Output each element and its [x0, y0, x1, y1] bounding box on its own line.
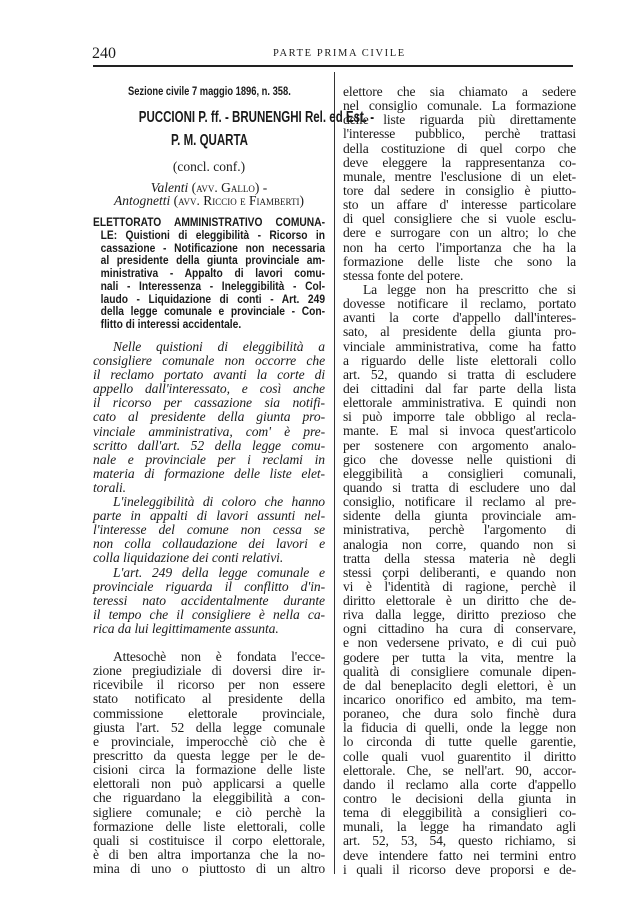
body-line: stessa fonte del potere. [343, 267, 464, 283]
body-line: quali si costituisce il corpo elettorale, [93, 832, 325, 848]
body-line: vi è l'identità di ragione, perchè il [343, 578, 576, 594]
body-line: art. 52, 53, 54, questo richiamo, si [343, 833, 576, 849]
maxims [93, 340, 325, 636]
body-line: La legge non ha prescritto che si [363, 281, 576, 297]
body-line: per sostenere con argomento analo- [343, 437, 576, 453]
body-line: avanti la corte d'appello dall'interes- [343, 310, 576, 326]
headnote-line: della legge comunale e provinciale - Con- [100, 304, 326, 319]
maxim-line: materia di formazione delle liste elet- [93, 465, 325, 481]
body-line: giusta l'art. 52 della legge comunale [93, 719, 325, 735]
headnote-line: ministrativa - Appalto di lavori comu- [100, 266, 326, 280]
body-line: sigliere comunale; e ciò perchè la [93, 804, 325, 820]
body-line: sato, al presidente della giunta pro- [343, 324, 576, 340]
maxim-line: Nelle quistioni di eleggibilità a [113, 339, 325, 354]
maxim-line: il ricorso per cassazione sia notifi- [93, 395, 325, 411]
body-line: dovesse notificare il reclamo, portato [343, 296, 576, 312]
body-line: colle quali vuol guarentito il diritto [343, 748, 576, 764]
body-line: elettore che sia chiamato a sedere [343, 84, 576, 99]
body-line: dei cittadini dal far parte della lista [343, 380, 576, 396]
body-line: che riguardano la eleggibilità a con- [93, 790, 325, 806]
judges-line-1 [93, 109, 375, 127]
body-line: contro le decisioni della giunta in [343, 791, 576, 807]
party-counsel: (avv. Gallo) - [191, 180, 268, 195]
maxim-line: consigliere comunale non occorre che [93, 353, 325, 369]
body-line: qualità di consigliere comunale dipen- [343, 663, 576, 679]
maxim-line: scritto dall'art. 52 della legge comu- [93, 437, 325, 453]
headnote-line: cassazione - Notificazione non necessaria [100, 240, 326, 255]
maxim-line: vinciale amministrativa, com' è pre- [93, 423, 325, 439]
body-line: commissione elettorale provinciale, [93, 705, 325, 721]
body-line: gico che dovesse nelle quistioni di [343, 451, 576, 467]
column-divider [334, 72, 335, 874]
headnote-line: ELETTORATO AMMINISTRATIVO COMUNA- [93, 215, 326, 229]
body-line: art. 52, quando si tratta di escludere [343, 366, 576, 382]
body-line: incarico onorifico ed ambito, ma tem- [343, 692, 576, 708]
body-line: e provinciale, imperocchè ciò che è [93, 733, 325, 749]
headnote-line: LE: Quistioni di eleggibilità - Ricorso in [100, 227, 326, 242]
body-line: formazione delle liste elettorali, colle [93, 818, 325, 834]
headnote-line: laudo - Liquidazione di conti - Art. 249 [100, 291, 326, 306]
conclusion-note: (concl. conf.) [172, 159, 246, 174]
body-line: di quel consigliere che si vuole esclu- [343, 211, 576, 227]
body-line: riva dalla legge, diritto prezioso che [343, 607, 576, 623]
headnote [93, 216, 325, 331]
body-line: cisioni circa la formazione delle liste [93, 762, 325, 778]
body-line: consiglio, notificare il reclamo al pre- [343, 494, 576, 510]
body-line: de dal beneplacito degli elettori, è un [343, 677, 576, 693]
body-line: deve intendere fatto nei termini entro [343, 847, 576, 863]
maxim-line: l'interesse del comune non cessa se [93, 522, 325, 538]
maxim-line: cato al presidente della giunta pro- [93, 409, 325, 425]
body-line: nel consiglio comunale. La formazione [343, 98, 576, 114]
body-line: è di ben altra importanza che la no- [93, 846, 325, 862]
body-line: mante. E mal si invoca quest'articolo [343, 423, 576, 439]
maxim-line: il reclamo portato avanti la corte di [93, 367, 325, 383]
body-line: poraneo, che dura solo finchè dura [343, 706, 576, 722]
parties-line-2 [93, 193, 325, 209]
body-line: delle liste riguarda più direttamente [343, 112, 576, 128]
body-line: eleggibilità a consiglieri comunali, [343, 465, 576, 481]
body-line: vinciale amministrativa, come ha fatto [343, 338, 576, 354]
section-heading-text: Sezione civile 7 maggio 1896, n. 358. [127, 84, 291, 98]
body-line: ogni cittadino ha cura di conservare, [343, 621, 576, 637]
body-line: stato notificato al presidente della [93, 691, 325, 707]
body-line: lo circonda di tutte quelle garentie, [343, 734, 576, 750]
body-line: munali, la legge ha rimandato agli [343, 819, 576, 835]
body-line: ricevibile il ricorso per non essere [93, 677, 325, 693]
party-name: Valenti [150, 180, 189, 195]
body-line: sto un affare d' interesse particolare [343, 197, 576, 213]
section-heading [93, 84, 325, 99]
body-line: l'interesse pubblico, perchè trattasi [343, 126, 576, 142]
body-line: quando si tratta di escludere uno dal [343, 479, 576, 495]
body-line: non ha certo l'importanza che ha la [343, 239, 576, 255]
judges-text-1: PUCCIONI P. ff. - BRUNENGHI Rel. ed Est. - [138, 109, 375, 126]
party-name: Antognetti [114, 193, 171, 208]
maxim-line: rica da lui legittimamente assunta. [93, 620, 279, 636]
body-line: la fiducia di quelli, onde la legge non [343, 720, 576, 736]
body-line: formazione delle liste che sono la [343, 253, 576, 269]
body-line: zione pregiudiziale di doversi dire ir- [93, 663, 325, 679]
maxim-line: colla liquidazione dei conti relativi. [93, 550, 284, 566]
body-line: i quali il ricorso deve proporsi e de- [343, 861, 576, 877]
body-line: a riguardo delle liste elettorali collo [343, 352, 576, 368]
maxim-line: nale e provinciale per i reclami in [93, 451, 325, 467]
body-line: dere e surrogare con un altro; lo che [343, 225, 576, 241]
headnote-line: al presidente della giunta provinciale am- [100, 253, 326, 268]
body-line: elettorali non può applicarsi a quelle [93, 776, 325, 792]
body-line: prescritto da questa legge per le de- [93, 747, 325, 763]
body-line: Attesochè non è fondata l'ecce- [113, 649, 325, 664]
page-number: 240 [92, 45, 116, 62]
judges-text-2: P. M. QUARTA [170, 132, 248, 149]
maxim-line: torali. [93, 479, 126, 495]
body-line: godere per tutta la vita, mentre la [343, 649, 576, 665]
body-line: tratta della stessa materia nè degli [343, 550, 576, 566]
maxim-line: L'art. 249 della legge comunale e [113, 564, 325, 580]
body-line: si può imporre tale obbligo al recla- [343, 409, 576, 425]
maxim-line: parte in appalti di lavori assunti nel- [93, 508, 325, 524]
maxim-line: teressi nato accidentalmente durante [93, 592, 325, 608]
body-line: e non vedersene privato, e di cui può [343, 635, 576, 651]
running-title: PARTE PRIMA CIVILE [273, 48, 406, 59]
maxim-line: L'ineleggibilità di coloro che hanno [113, 494, 325, 510]
body-line: sidente della giunta provinciale am- [343, 508, 576, 524]
body-line: stessi çorpi deliberanti, e quando non [343, 564, 576, 580]
maxim-line: provinciale riguarda il conflitto d'in- [93, 578, 325, 594]
party-counsel: (avv. Riccio e Fiamberti) [173, 193, 304, 208]
judges-line-2 [93, 132, 325, 150]
body-line: elettorale amministrativa. E quindi non [343, 395, 576, 411]
body-line: analogia non corre, quando non si [343, 536, 576, 552]
body-line: tema di eleggibilità a consiglieri co- [343, 805, 576, 821]
body-line: munale, mentre l'esclusione di un elet- [343, 168, 576, 184]
maxim-line: non colla collaudazione dei lavori e [93, 536, 325, 552]
left-body-text [93, 650, 325, 876]
body-line: tore dal sedere in consiglio è piutto- [343, 182, 576, 198]
body-line: mina di uno o piuttosto di un altro [93, 861, 325, 877]
body-line: dando il reclamo alla corte d'appello [343, 776, 576, 792]
body-line: deve eleggere la rappresentanza co- [343, 154, 576, 170]
body-line: diritto elettorale è un diritto che de- [343, 593, 576, 609]
right-body-text [343, 85, 576, 877]
header-rule [93, 65, 573, 67]
maxim-line: il tempo che il consigliere è nella ca- [93, 606, 325, 622]
body-line: ministrativa, perchè l'argomento di [343, 522, 576, 538]
body-line: elettorale. Che, se nell'art. 90, accor- [343, 762, 576, 778]
maxim-line: appello dall'interessato, e così anche [93, 381, 325, 397]
body-line: della costituzione di quel corpo che [343, 140, 576, 156]
headnote-line: flitto di interessi accidentale. [100, 317, 242, 331]
headnote-line: nali - Interessenza - Ineleggibilità - Col- [100, 278, 326, 293]
